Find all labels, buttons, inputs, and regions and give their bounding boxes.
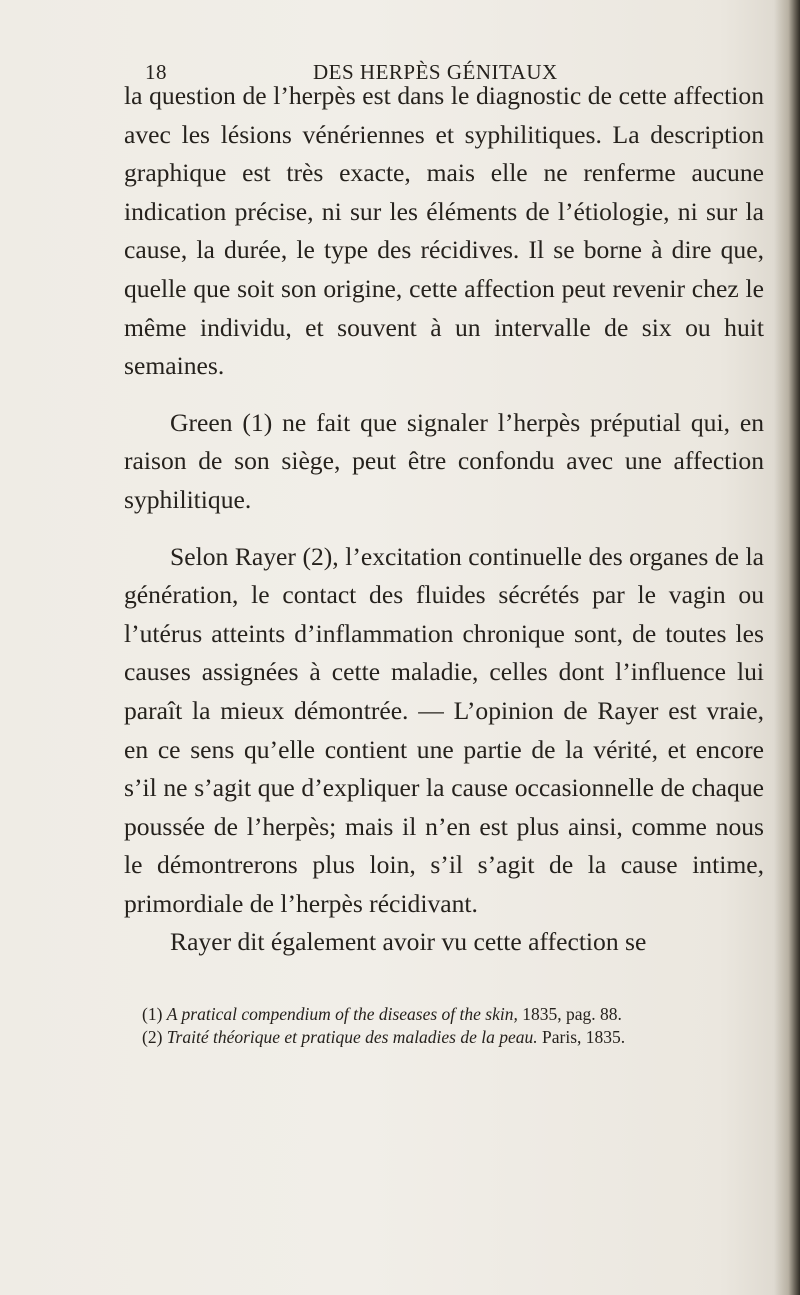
page-number: 18 xyxy=(145,60,167,84)
footnote-2-marker: (2) xyxy=(142,1027,163,1047)
paragraph-3: Selon Rayer (2), l’excitation continuelle des organes de la génération, le contact des fluides sécrétés par le vagin ou l’utérus atteints d’inflammation chronique sont, de toutes les causes assignées à cette maladie, celles dont l’influence lui paraît la mieux démontrée. — L’opinion de Rayer est vraie, en ce sens qu’elle contient une partie de la vérité, et encore s’il ne s’agit que d’expliquer la cause occasionnelle de chaque poussée de l’herpès; mais il n’en est plus ainsi, comme nous le démontrerons plus loin, s’il s’agit de la cause intime, primordiale de l’herpès récidivant. xyxy=(124,541,764,918)
paragraph-2: Green (1) ne fait que signaler l’herpès préputial qui, en raison de son siège, peut être confondu avec une affection syphilitique. xyxy=(124,407,764,514)
running-head: DES HERPÈS GÉNITAUX xyxy=(313,60,558,84)
footnote-1-details: 1835, pag. 88. xyxy=(517,1004,622,1024)
footnote-2-title: Traité théorique et pratique des maladies de la peau. xyxy=(166,1027,538,1047)
footnote-2 xyxy=(142,1026,772,1049)
footnote-1-title: A pratical compendium of the diseases of the skin, xyxy=(166,1004,518,1024)
paragraph-4: Rayer dit également avoir vu cette affection se xyxy=(170,927,647,957)
footnote-1 xyxy=(142,1003,772,1026)
footnotes xyxy=(142,1003,772,1049)
page-edge-shadow xyxy=(774,0,800,1295)
paragraph-1: la question de l’herpès est dans le diagnostic de cette affection avec les lésions vénériennes et syphilitiques. La description graphique est très exacte, mais elle ne renferme aucune indication précise, ni sur les éléments de l’étiologie, ni sur la cause, la durée, le type des récidives. Il se borne à dire que, quelle que soit son origine, cette affection peut revenir chez le même individu, et souvent à un intervalle de six ou huit semaines. xyxy=(124,81,764,381)
footnote-2-details: Paris, 1835. xyxy=(537,1027,626,1047)
footnote-1-marker: (1) xyxy=(142,1004,163,1024)
body-text xyxy=(124,77,764,962)
